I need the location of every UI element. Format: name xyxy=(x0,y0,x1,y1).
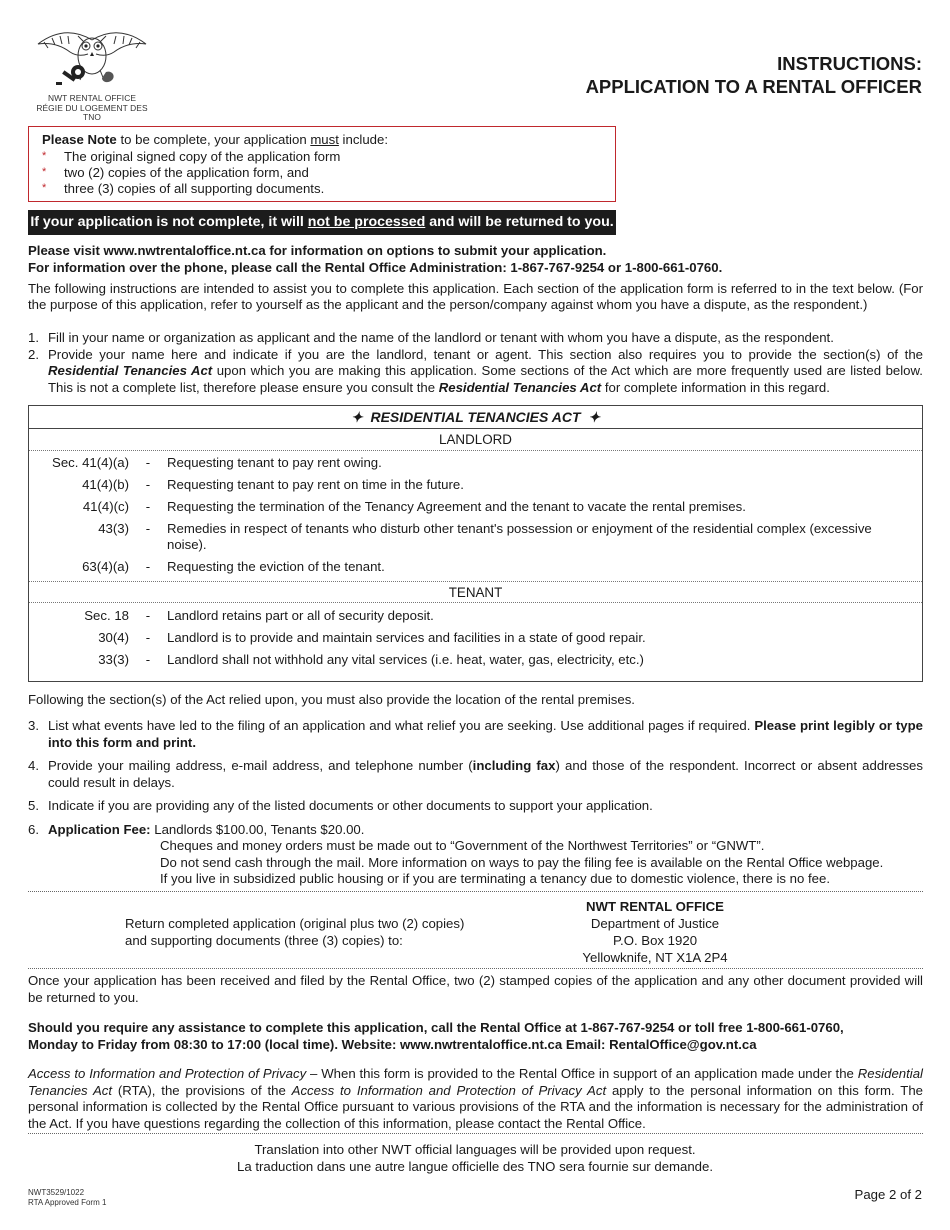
rta-sections-table xyxy=(28,405,923,682)
intro-paragraph: The following instructions are intended to assist you to complete this application. Each section of the application form is referred to in the text below. (For the purpose of this application, refer to yourself as the applicant and the person/company against whom you have a dispute, as the respondent.) xyxy=(28,281,923,313)
fee-detail: If you live in subsidized public housing or if you are terminating a tenancy due to domestic violence, there is no fee. xyxy=(160,871,831,886)
privacy-notice: Access to Information and Protection of Privacy – When this form is provided to the Rental Office in support of an application made under the Residential Tenancies Act (RTA), the provisions of the Access to Information and Protection of Privacy Act apply to the personal information on this form. The personal information is collected by the Rental Office pursuant to various provisions of the RTA and the information is necessary for the administration of the Act. If you have questions regarding the collection of this information, please contact the Rental Office. xyxy=(28,1066,923,1131)
landlord-heading: LANDLORD xyxy=(29,429,922,451)
office-address: NWT RENTAL OFFICE Department of Justice P.O. Box 1920 Yellowknife, NT X1A 2P4 xyxy=(555,898,755,966)
rta-table-title: ✦ RESIDENTIAL TENANCIES ACT ✦ xyxy=(29,406,922,429)
visit-line-2: For information over the phone, please call the Rental Office Administration: 1-867-767-9254 or 1-800-661-0760. xyxy=(28,260,723,275)
rental-office-logo xyxy=(28,22,156,120)
note-lead: Please Note to be complete, your application must include: xyxy=(42,132,389,147)
landlord-rows xyxy=(29,451,922,575)
owl-key-icon xyxy=(32,22,152,94)
divider xyxy=(28,891,923,892)
return-instructions: Return completed application (original plus two (2) copies) and supporting documents (three (3) copies) to: xyxy=(125,916,465,948)
page-title xyxy=(586,52,922,98)
step-2: 2. Provide your name here and indicate if you are the landlord, tenant or agent. This section also requires you to provide the section(s) of the Residential Tenancies Act upon which you are making this application. Some sections of the Act which are more frequently used are listed below. This is not a complete list, therefore please ensure you consult the Residential Tenancies Act for complete information in this regard. xyxy=(28,346,923,395)
table-row: 63(4)(a) - Requesting the eviction of the tenant. xyxy=(82,559,385,574)
table-row: 43(3) - Remedies in respect of tenants who disturb other tenant's possession or enjoyment of the residential complex (excessive noise). xyxy=(98,521,872,552)
step-4: 4. Provide your mailing address, e-mail address, and telephone number (including fax) and those of the respondent. Incorrect or absent addresses could result in delays. xyxy=(28,758,923,790)
application-fee: Application Fee: Landlords $100.00, Tenants $20.00. xyxy=(48,821,365,837)
visit-line-1: Please visit www.nwtrentaloffice.nt.ca for information on options to submit your application. xyxy=(28,243,607,258)
divider xyxy=(28,1133,923,1134)
logo-text-en: NWT RENTAL OFFICE xyxy=(47,93,137,103)
note-item: * three (3) copies of all supporting documents. xyxy=(42,181,602,197)
note-list xyxy=(42,149,602,198)
please-note-box xyxy=(28,126,616,202)
note-item: * two (2) copies of the application form, and xyxy=(42,165,602,181)
table-row: 33(3) - Landlord shall not withhold any vital services (i.e. heat, water, gas, electricity, etc.) xyxy=(98,652,644,667)
table-row: Sec. 18 - Landlord retains part or all of security deposit. xyxy=(84,608,434,623)
note-item: * The original signed copy of the application form xyxy=(42,149,602,165)
fee-detail: Do not send cash through the mail. More information on ways to pay the filing fee is available on the Rental Office webpage. xyxy=(160,854,884,870)
tenant-rows xyxy=(29,603,922,668)
assistance-text: Should you require any assistance to complete this application, call the Rental Office at 1-867-767-9254 or toll free 1-800-661-0760, Monday to Friday from 08:30 to 17:00 (local time). Website: www.nwtrentaloffice.nt.ca Email: RentalOffice@gov.nt.ca xyxy=(28,1020,844,1052)
step-1: 1. Fill in your name or organization as applicant and the name of the landlord or tenant with whom you have a dispute, as the respondent. xyxy=(28,330,834,345)
page-number: Page 2 of 2 xyxy=(854,1187,922,1202)
step-3: 3. List what events have led to the filing of an application and what relief you are seeking. Use additional pages if required. Please print legibly or type into this form and print. xyxy=(28,718,923,750)
table-row: Sec. 41(4)(a) - Requesting tenant to pay rent owing. xyxy=(52,455,382,470)
visit-info xyxy=(28,242,928,276)
follow-text: Following the section(s) of the Act relied upon, you must also provide the location of the rental premises. xyxy=(28,692,635,707)
step-6: 6. Application Fee: Landlords $100.00, Tenants $20.00. Cheques and money orders must be made out to “Government of the Northwest Territories” or “GNWT”. Do not send cash through the mail. More information on ways to pay the filing fee is available on the Rental Office webpage. If you live in subsidized public housing or if you are terminating a tenancy due to domestic violence, there is no fee. xyxy=(28,822,923,888)
form-code: NWT3529/1022 RTA Approved Form 1 xyxy=(28,1188,107,1207)
steps-bottom xyxy=(28,718,923,888)
once-received-text: Once your application has been received and filed by the Rental Office, two (2) stamped copies of the application and any other document provided will be returned to you. xyxy=(28,973,923,1005)
table-row: 41(4)(b) - Requesting tenant to pay rent on time in the future. xyxy=(82,477,464,492)
fee-detail: Cheques and money orders must be made out to “Government of the Northwest Territories” or “GNWT”. xyxy=(160,838,765,853)
table-row: 30(4) - Landlord is to provide and maintain services and facilities in a state of good repair. xyxy=(98,630,646,645)
logo-text-fr: RÉGIE DU LOGEMENT DES TNO xyxy=(36,102,148,122)
office-name: NWT RENTAL OFFICE xyxy=(586,899,724,914)
incomplete-warning-banner: If your application is not complete, it will not be processed and will be returned to you. xyxy=(28,210,616,235)
step-5: 5. Indicate if you are providing any of the listed documents or other documents to support your application. xyxy=(28,798,653,813)
table-row: 41(4)(c) - Requesting the termination of the Tenancy Agreement and the tenant to vacate the rental premises. xyxy=(82,499,746,514)
title-line-2: APPLICATION TO A RENTAL OFFICER xyxy=(585,76,922,97)
translation-notice: Translation into other NWT official languages will be provided upon request. La traduction dans une autre langue officielle des TNO sera fournie sur demande. xyxy=(236,1142,714,1174)
title-line-1: INSTRUCTIONS: xyxy=(777,53,922,74)
tenant-heading: TENANT xyxy=(29,581,922,603)
divider xyxy=(28,968,923,969)
steps-top xyxy=(28,330,923,396)
